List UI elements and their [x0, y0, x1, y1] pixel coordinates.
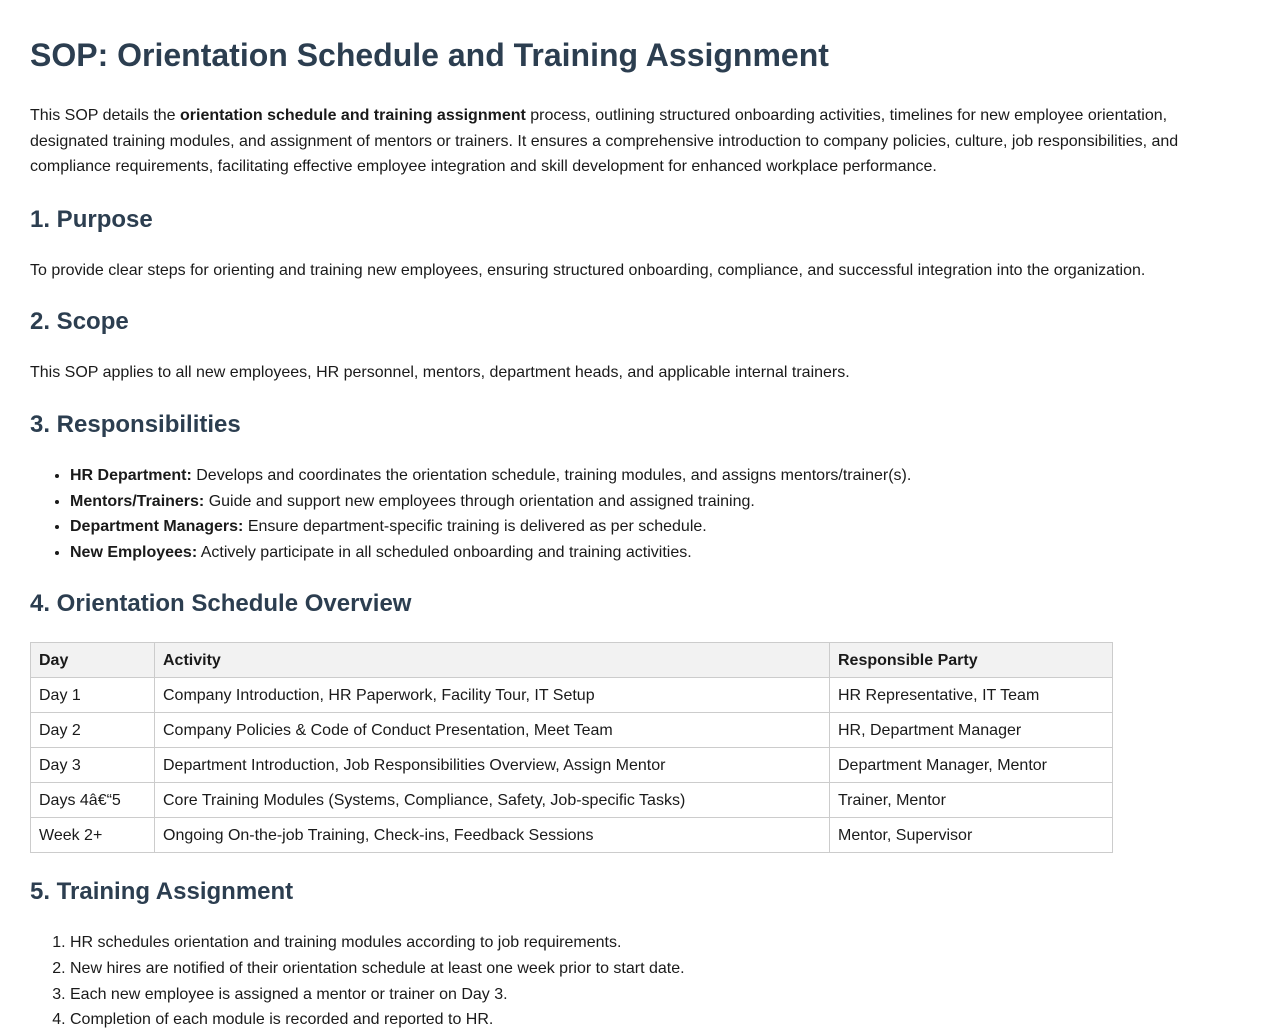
- role-description: Develops and coordinates the orientation schedule, training modules, and assigns mentors/trainer(s).: [191, 466, 912, 484]
- column-header-responsible: Responsible Party: [830, 643, 1113, 678]
- role-description: Actively participate in all scheduled onboarding and training activities.: [197, 543, 692, 561]
- role-label: Mentors/Trainers:: [70, 492, 205, 510]
- training-heading: 5. Training Assignment: [30, 878, 294, 906]
- list-item: [70, 463, 1233, 489]
- schedule-table: [30, 642, 1113, 853]
- cell-responsible: Mentor, Supervisor: [830, 818, 1113, 853]
- cell-activity: Core Training Modules (Systems, Compliance, Safety, Job-specific Tasks): [155, 783, 830, 818]
- cell-activity: Ongoing On-the-job Training, Check-ins, Feedback Sessions: [155, 818, 830, 853]
- list-item: 4. Completion of each module is recorded and reported to HR.: [70, 1007, 1233, 1033]
- list-item: [70, 540, 1233, 566]
- purpose-heading: 1. Purpose: [30, 205, 153, 233]
- list-item: 3. Each new employee is assigned a mentor or trainer on Day 3.: [70, 982, 1233, 1008]
- list-item: 2. New hires are notified of their orientation schedule at least one week prior to start date.: [70, 956, 1233, 982]
- role-label: Department Managers:: [70, 518, 244, 536]
- table-row: [31, 713, 1113, 748]
- column-header-day: Day: [31, 643, 155, 678]
- cell-day: Day 1: [31, 678, 155, 713]
- intro-text-before: This SOP details the: [30, 107, 180, 124]
- role-label: HR Department:: [70, 466, 192, 484]
- responsibilities-list: [30, 463, 1233, 565]
- cell-responsible: HR Representative, IT Team: [830, 678, 1113, 713]
- list-item: [70, 514, 1233, 540]
- cell-responsible: HR, Department Manager: [830, 713, 1113, 748]
- training-steps-list: [30, 930, 1233, 1032]
- table-row: [31, 678, 1113, 713]
- intro-text-after: process, outlining structured onboarding activities, timelines for new employee orientation, designated training modules, and assignment of mentors or trainers. It ensures a comprehensive introduction to company policies, culture, job responsibilities, and compliance requirements, facilitating effective employee integration and skill development for enhanced workplace performance.: [30, 107, 1179, 176]
- list-item: 1. HR schedules orientation and training modules according to job requirements.: [70, 930, 1233, 956]
- scope-heading: 2. Scope: [30, 308, 129, 336]
- table-row: [31, 783, 1113, 818]
- cell-day: Week 2+: [31, 818, 155, 853]
- role-description: Guide and support new employees through orientation and assigned training.: [204, 492, 755, 510]
- responsibilities-heading: 3. Responsibilities: [30, 410, 241, 438]
- cell-day: Days 4â€“5: [31, 783, 155, 818]
- column-header-activity: Activity: [155, 643, 830, 678]
- role-label: New Employees:: [70, 543, 198, 561]
- cell-day: Day 3: [31, 748, 155, 783]
- table-row: [31, 818, 1113, 853]
- schedule-heading: 4. Orientation Schedule Overview: [30, 590, 412, 618]
- page-title: SOP: Orientation Schedule and Training Assignment: [30, 37, 829, 73]
- list-item: [70, 489, 1233, 515]
- intro-paragraph: [30, 103, 1200, 180]
- intro-text-bold: orientation schedule and training assignment: [180, 107, 526, 124]
- cell-activity: Department Introduction, Job Responsibilities Overview, Assign Mentor: [155, 748, 830, 783]
- table-header-row: [31, 643, 1113, 678]
- table-row: [31, 748, 1113, 783]
- purpose-text: To provide clear steps for orienting and training new employees, ensuring structured onboarding, compliance, and successful integration into the organization.: [30, 261, 1146, 279]
- cell-activity: Company Policies & Code of Conduct Presentation, Meet Team: [155, 713, 830, 748]
- cell-activity: Company Introduction, HR Paperwork, Facility Tour, IT Setup: [155, 678, 830, 713]
- cell-responsible: Trainer, Mentor: [830, 783, 1113, 818]
- scope-text: This SOP applies to all new employees, HR personnel, mentors, department heads, and applicable internal trainers.: [30, 364, 850, 382]
- cell-responsible: Department Manager, Mentor: [830, 748, 1113, 783]
- cell-day: Day 2: [31, 713, 155, 748]
- role-description: Ensure department-specific training is delivered as per schedule.: [243, 518, 707, 536]
